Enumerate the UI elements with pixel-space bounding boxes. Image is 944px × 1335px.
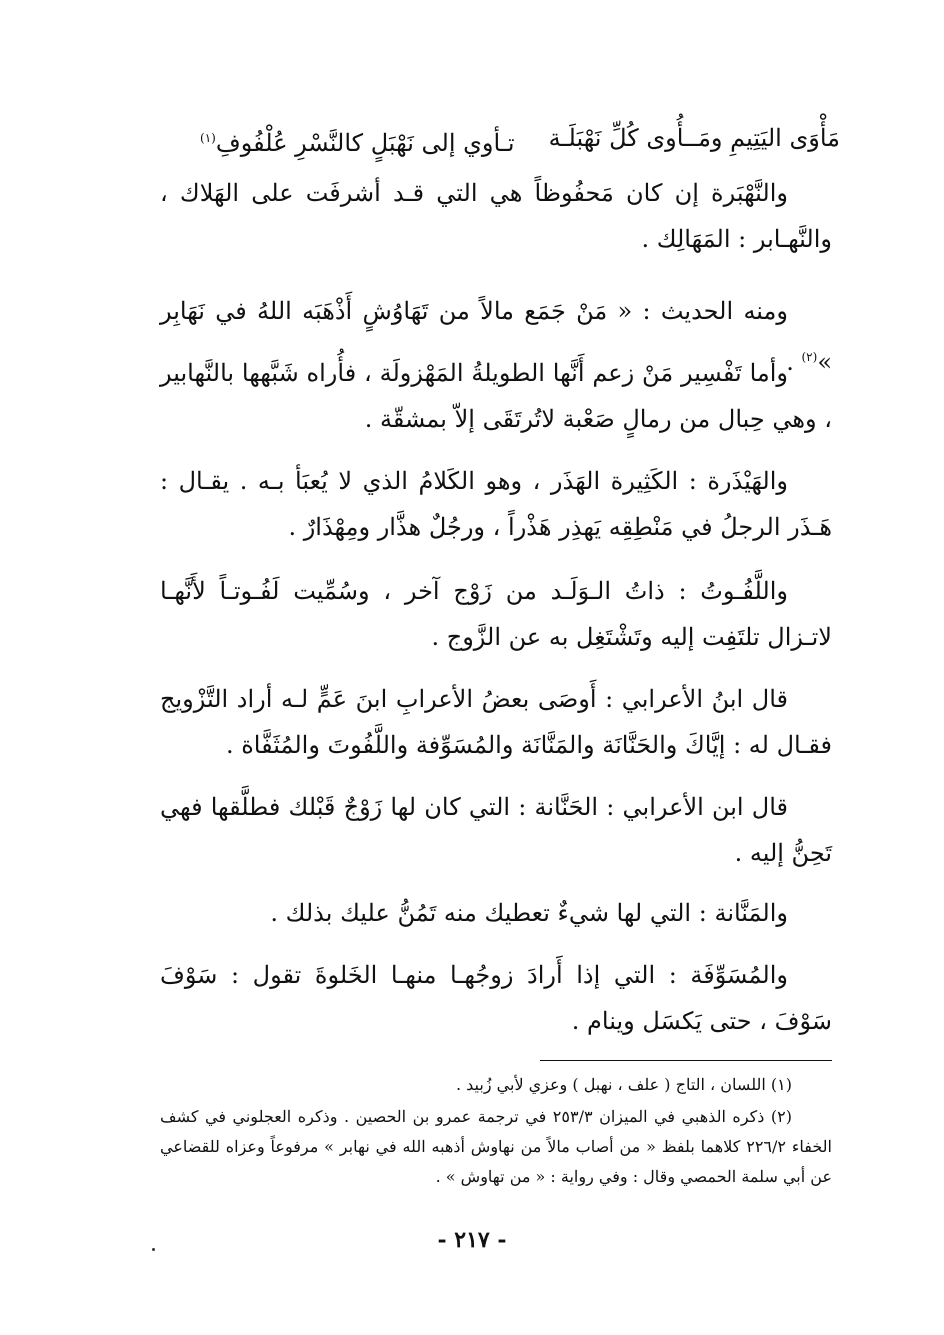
verse-hemistich-right: مَأْوَى اليَتِيمِ ومَــأُوى كُلِّ نَهْبَلَـة — [548, 124, 840, 152]
paragraph: والمُسَوِّفَة : التي إذا أَرادَ زوجُهـا منهـا الخَلوةَ تقول : سَوْفَ سَوْفَ ، حتى يَكسَل وينام . — [160, 961, 832, 1035]
paragraph: قال ابن الأعرابي : الحَنَّانة : التي كان لها زَوْجٌ قَبْلك فطلَّقها فهي تَحِنُّ إليه . — [160, 793, 832, 867]
paragraph: واللَّفُـوتُ : ذاتُ الـوَلَـد من زَوْج آخر ، وسُمِّيت لَفُـوتـاً لأَنَّهـا لاتـزال تلتَفِت إليه وتَشْتَغِل به عن الزَّوج . — [160, 577, 832, 651]
paragraph: والنَّهْبَرة إن كان مَحفُوظاً هي التي قـد أشرفَت على الهَلاك ، والنَّهـابر : المَهَالِك . — [160, 179, 832, 253]
paragraph: وأما تَفْسِير مَنْ زعم أَنَّها الطويلةُ المَهْزولَة ، فأُراه شَبَّهها بالنَّهابير ، وهي حِبال من رمالٍ صَعْبة لاتُرتَقَى إلاّ بمشقّة . — [160, 359, 832, 433]
paragraph: والهَيْذَرة : الكَثِيرة الهَذَر ، وهو الكَلامُ الذي لا يُعبَأ بـه . يقـال : هَـذَر الرجلُ في مَنْطِقِه يَهذِر هَذْراً ، ورجُلٌ هذَّار ومِهْذَارٌ . — [160, 467, 832, 541]
footnote-marker: (١) — [200, 131, 216, 145]
paragraph: والمَنَّانة : التي لها شيءٌ تعطيك منه تَمُنُّ عليك بذلك . — [270, 899, 788, 927]
page-number: - ٢١٧ - — [437, 1227, 507, 1253]
verse-hemistich-left: تـأوي إلى نَهْبَلٍ كالنَّسْرِ عُلْفُوفِ$^{(١)}$ — [200, 129, 515, 157]
footnote: (١) اللسان ، التاج ( علف ، نهبل ) وعزي لأبي زُبيد . — [455, 1075, 792, 1094]
footnote-separator — [540, 1060, 832, 1061]
footnote: (٢) ذكره الذهبي في الميزان ٢٥٣/٣ في ترجمة عمرو بن الحصين . وذكره العجلوني في كشف الخفاء ٢٢٦/٢ كلاهما بلفظ « من أصاب مالاً من نهاوش أذهبه الله في نهابر » مرفوعاً وعزاه للقضاعي عن أبي سلمة الحمصي وقال : وفي رواية : « من تهاوش » . — [160, 1107, 832, 1186]
scan-speck — [152, 1248, 155, 1251]
paragraph: قال ابنُ الأعرابي : أَوصَى بعضُ الأعرابِ ابنَ عَمٍّ لـه أراد التَّزْويج فقـال له : إيَّاكَ والحَنَّانَة والمَنَّانَة والمُسَوِّفة واللَّفُوتَ والمُثَفَّاة . — [160, 685, 832, 759]
footnote-marker: (٢) — [801, 350, 818, 364]
paragraph-hadith: ومنه الحديث : « مَنْ جَمَع مالاً من تَهَاوُشٍ أَذْهَبَه اللهُ في نَهَابِر »$^{(٢)}$ . — [160, 297, 832, 376]
poetry-verse — [200, 118, 840, 158]
